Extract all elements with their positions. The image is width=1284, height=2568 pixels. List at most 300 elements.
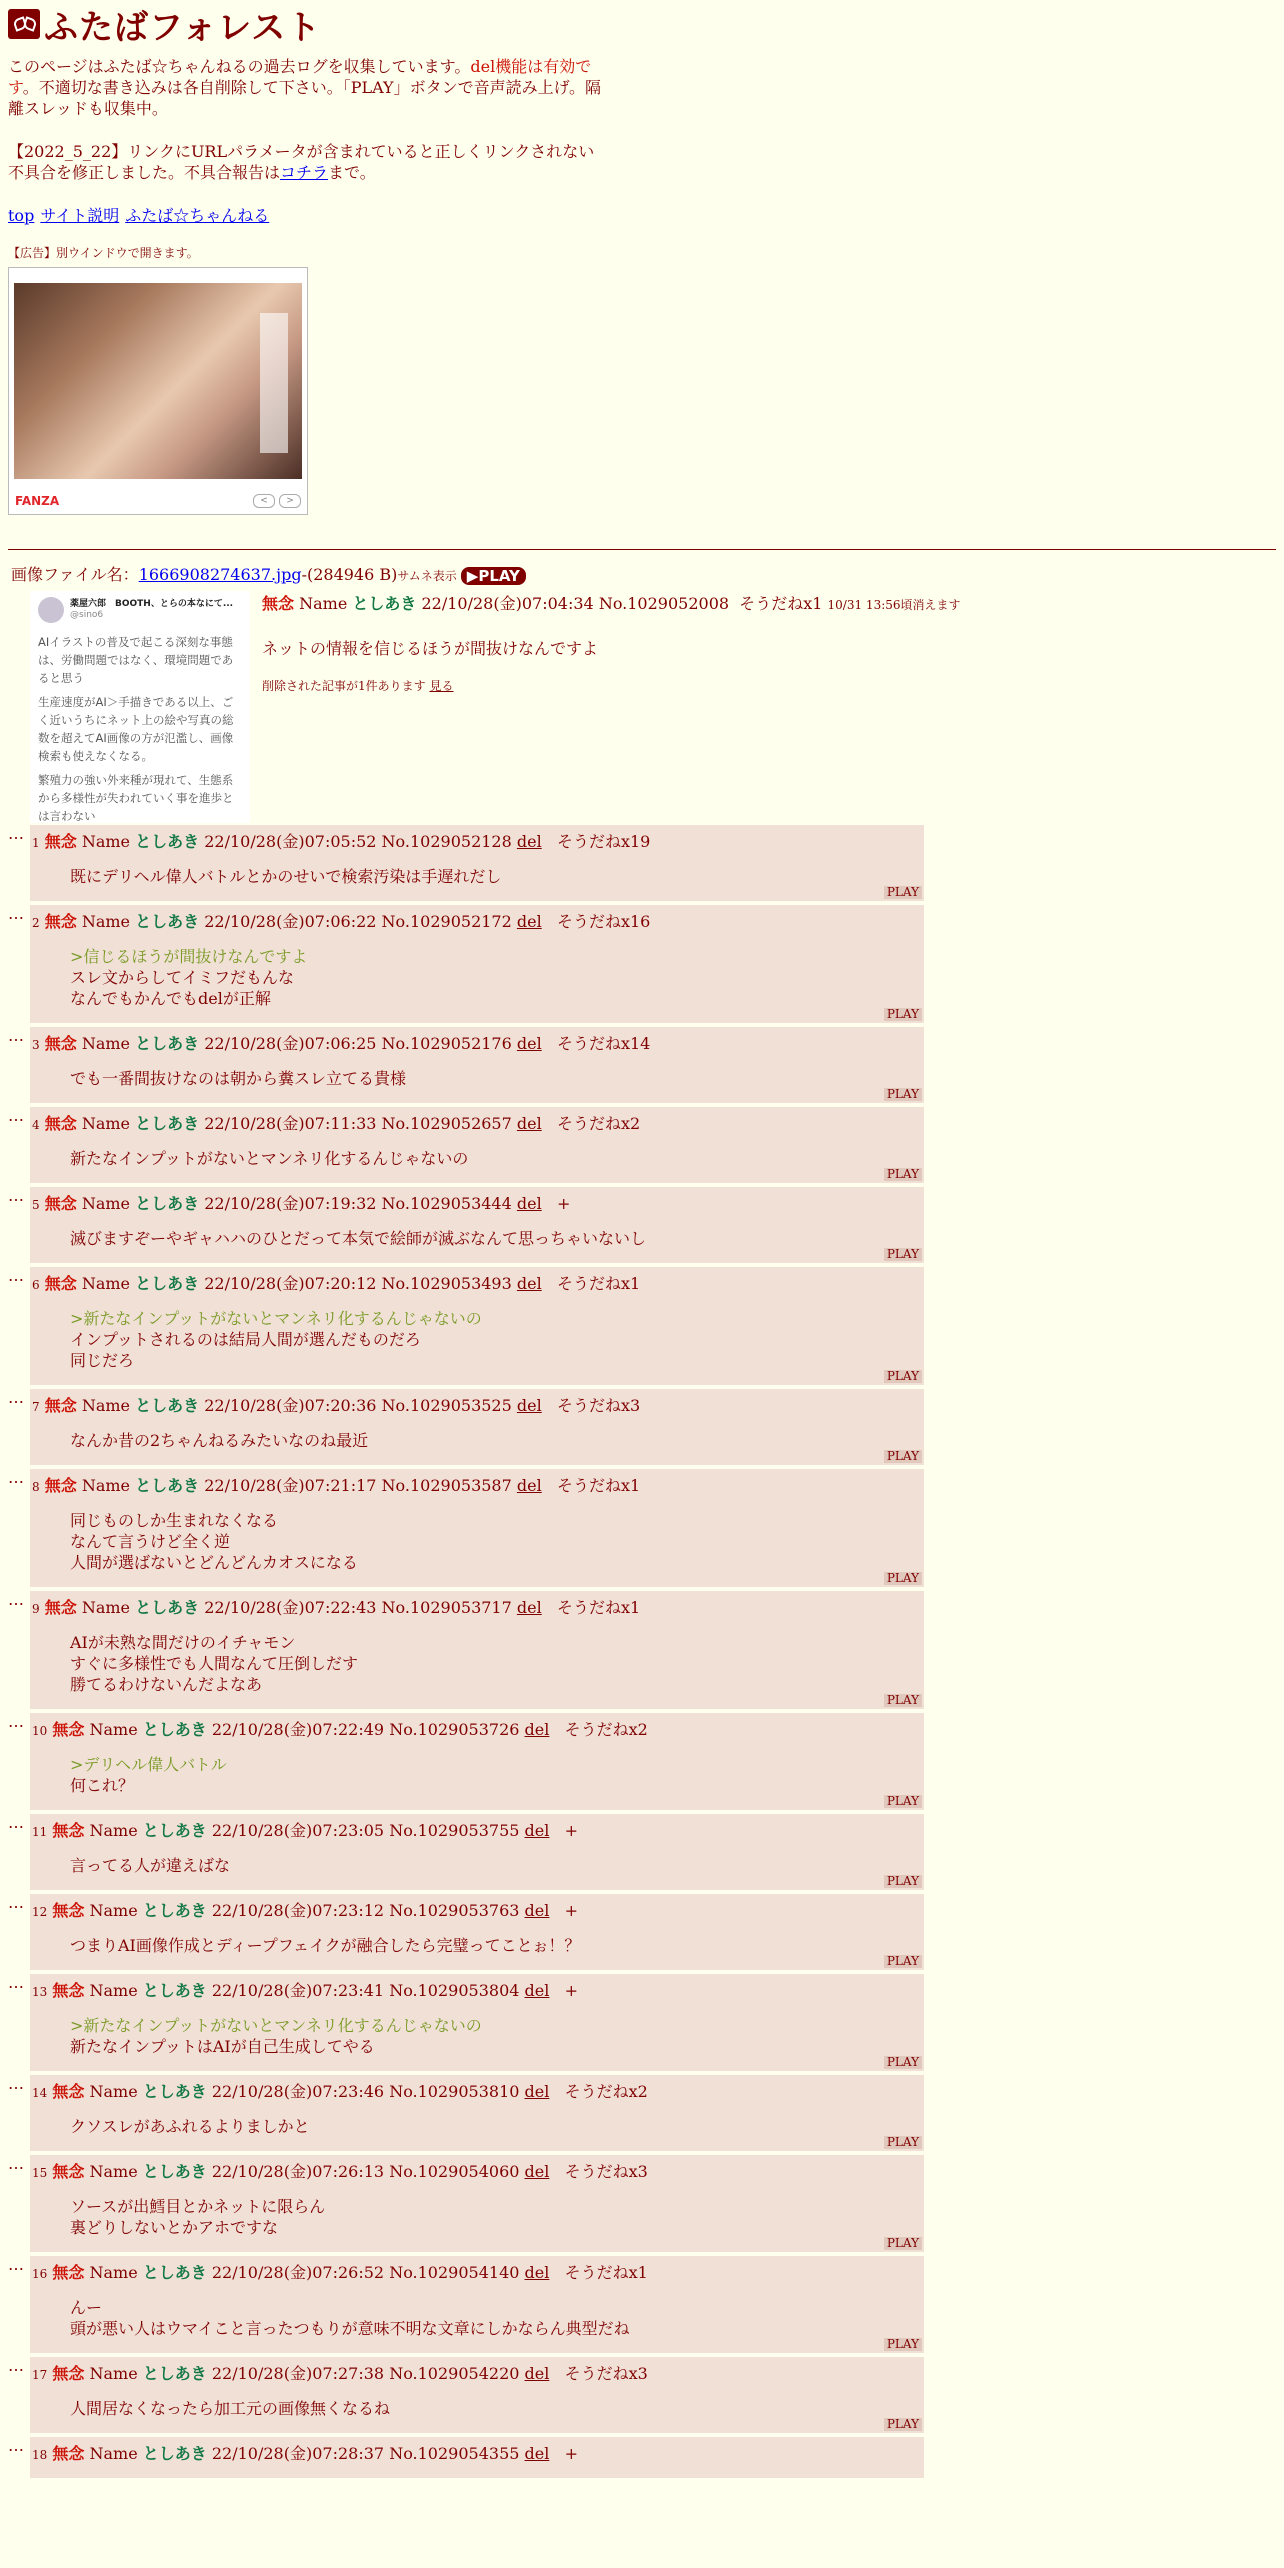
reply-play-button[interactable]: PLAY (884, 1370, 922, 1383)
reply-post-number[interactable]: No.1029053763 (389, 1901, 520, 1920)
reply-post-number[interactable]: No.1029054060 (389, 2162, 520, 2181)
reply-box (30, 1469, 924, 1587)
reply-soudane[interactable]: そうだねx1 (556, 1274, 641, 1293)
reply-index: 7 (32, 1400, 40, 1414)
reply-post-number[interactable]: No.1029052176 (381, 1034, 512, 1053)
reply-post (8, 1591, 1276, 1709)
reply-name: としあき (142, 2162, 207, 2181)
show-deleted-link[interactable]: 見る (429, 679, 454, 693)
reply-header (32, 829, 922, 852)
reply-datetime: 22/10/28(金)07:26:52 (211, 2263, 385, 2282)
reply-name: としあき (135, 1194, 200, 1213)
reply-subject: 無念 (52, 2082, 85, 2101)
reply-name-label: Name (81, 832, 131, 851)
reply-soudane[interactable]: そうだねx2 (556, 1114, 641, 1133)
reply-name-label: Name (81, 912, 131, 931)
text-line: クソスレがあふれるよりましかと (70, 2117, 310, 2136)
reply-post (8, 2155, 1276, 2252)
text-line: でも一番間抜けなのは朝から糞スレ立てる貴様 (70, 1069, 407, 1088)
site-header (8, 6, 1276, 48)
reply-name-label: Name (81, 1598, 131, 1617)
reply-body (70, 1068, 922, 1089)
reply-play-button[interactable]: PLAY (884, 2136, 922, 2149)
reply-body (70, 1935, 922, 1956)
reply-play-button[interactable]: PLAY (884, 1875, 922, 1888)
reply-body (70, 2196, 922, 2238)
reply-datetime: 22/10/28(金)07:06:22 (204, 912, 377, 931)
thumb-toggle[interactable]: サムネ表示 (397, 569, 457, 583)
reply-header (32, 1978, 922, 2001)
reply-datetime: 22/10/28(金)07:11:33 (204, 1114, 377, 1133)
reply-soudane[interactable]: そうだねx16 (556, 912, 651, 931)
reply-body (70, 2116, 922, 2137)
reply-play-button[interactable]: PLAY (884, 1572, 922, 1585)
reply-index: 15 (32, 2166, 48, 2180)
reply-subject: 無念 (44, 832, 77, 851)
reply-subject: 無念 (44, 1194, 77, 1213)
ad-next-button[interactable]: > (279, 494, 301, 508)
reply-post-number[interactable]: No.1029052128 (381, 832, 512, 851)
reply-post-number[interactable]: No.1029054355 (389, 2444, 520, 2463)
reply-box (30, 2357, 924, 2433)
reply-menu-dots[interactable]: … (8, 1186, 24, 1205)
text-line: つまりAI画像作成とディープフェイクが融合したら完璧ってことぉ！？ (70, 1936, 581, 1955)
reply-play-button[interactable]: PLAY (884, 1008, 922, 1021)
reply-del-link[interactable]: del (524, 2162, 550, 2181)
ad-image[interactable] (14, 283, 302, 479)
reply-body (70, 2398, 922, 2419)
reply-subject: 無念 (52, 1901, 85, 1920)
reply-play-button[interactable]: PLAY (884, 1168, 922, 1181)
reply-body (70, 2015, 922, 2057)
reply-box (30, 825, 924, 901)
reply-datetime: 22/10/28(金)07:23:41 (211, 1981, 385, 2000)
reply-post (8, 1814, 1276, 1890)
reply-datetime: 22/10/28(金)07:20:36 (204, 1396, 377, 1415)
reply-datetime: 22/10/28(金)07:23:12 (211, 1901, 385, 1920)
reply-play-button[interactable]: PLAY (884, 1955, 922, 1968)
reply-menu-dots[interactable]: … (8, 2436, 24, 2455)
reply-post-number[interactable]: No.1029054140 (389, 2263, 520, 2282)
reply-header (32, 2159, 922, 2182)
reply-menu-dots[interactable]: … (8, 1973, 24, 1992)
reply-name: としあき (135, 1114, 200, 1133)
reply-name-label: Name (89, 2162, 138, 2181)
reply-play-button[interactable]: PLAY (884, 2338, 922, 2351)
quote-line: >信じるほうが間抜けなんですよ (70, 947, 308, 966)
reply-datetime: 22/10/28(金)07:05:52 (204, 832, 377, 851)
reply-name: としあき (142, 1901, 207, 1920)
reply-body (70, 1308, 922, 1371)
text-line: んー (70, 2298, 103, 2317)
reply-index: 18 (32, 2448, 48, 2462)
reply-play-button[interactable]: PLAY (884, 1088, 922, 1101)
reply-subject: 無念 (52, 1981, 85, 2000)
reply-post-number[interactable]: No.1029053755 (389, 1821, 520, 1840)
futaba-leaf-icon[interactable] (8, 9, 40, 39)
reply-name: としあき (135, 1274, 200, 1293)
reply-post-number[interactable]: No.1029053810 (389, 2082, 520, 2101)
reply-post-number[interactable]: No.1029053493 (381, 1274, 512, 1293)
op-body-text: ネットの情報を信じるほうが間抜けなんですよ (262, 639, 599, 658)
deleted-note: 削除された記事が1件あります 見る (262, 679, 454, 693)
text-line: 新たなインプットはAIが自己生成してやる (70, 2037, 375, 2056)
reply-index: 10 (32, 1724, 48, 1738)
reply-post (8, 1389, 1276, 1465)
avatar (38, 597, 64, 623)
reply-menu-dots[interactable]: … (8, 2154, 24, 2173)
reply-menu-dots[interactable]: … (8, 1106, 24, 1125)
reply-play-button[interactable]: PLAY (884, 2418, 922, 2431)
reply-soudane[interactable]: そうだねx2 (564, 1720, 648, 1739)
reply-index: 3 (32, 1038, 40, 1052)
reply-play-button[interactable]: PLAY (884, 886, 922, 899)
reply-header (32, 2441, 922, 2464)
reply-post (8, 1713, 1276, 1810)
reply-soudane[interactable]: + (556, 1194, 571, 1213)
reply-post (8, 1894, 1276, 1970)
reply-subject: 無念 (52, 2263, 85, 2282)
text-line: なんて言うけど全く逆 (70, 1532, 231, 1551)
reply-del-link[interactable]: del (516, 1396, 542, 1415)
reply-menu-dots[interactable]: … (8, 904, 24, 923)
text-line: 同じものしか生まれなくなる (70, 1511, 279, 1530)
reply-name-label: Name (89, 1981, 138, 2000)
reply-name: としあき (142, 2263, 207, 2282)
reply-name: としあき (142, 2444, 207, 2463)
op-play-button[interactable]: ▶PLAY (461, 567, 526, 585)
reply-header (32, 1191, 922, 1214)
reply-post-number[interactable]: No.1029052172 (381, 912, 512, 931)
reply-del-link[interactable]: del (524, 2263, 550, 2282)
quote-line: >新たなインプットがないとマンネリ化するんじゃないの (70, 2016, 482, 2035)
reply-list (8, 825, 1276, 2478)
reply-index: 5 (32, 1198, 40, 1212)
reply-index: 4 (32, 1118, 40, 1132)
text-line: 何これ？ (70, 1776, 135, 1795)
op-header: 無念 Name としあき 22/10/28(金)07:04:34 No.1029052008 そうだねx1 10/31 13:56頃消えます (262, 594, 961, 613)
reply-play-button[interactable]: PLAY (884, 1694, 922, 1707)
reply-soudane[interactable]: そうだねx3 (564, 2364, 648, 2383)
reply-name: としあき (135, 1476, 200, 1495)
ad-prev-button[interactable]: < (253, 494, 275, 508)
text-line: インプットされるのは結局人間が選んだものだろ (70, 1330, 421, 1349)
reply-del-link[interactable]: del (516, 1476, 542, 1495)
reply-name: としあき (142, 1821, 207, 1840)
expire-note: 10/31 13:56頃消えます (827, 598, 961, 612)
reply-datetime: 22/10/28(金)07:21:17 (204, 1476, 377, 1495)
text-line: スレ文からしてイミフだもんな (70, 968, 295, 987)
reply-post-number[interactable]: No.1029053717 (381, 1598, 512, 1617)
ad-brand-logo: FANZA (15, 494, 60, 508)
reply-menu-dots[interactable]: … (8, 1388, 24, 1407)
reply-name: としあき (135, 1598, 200, 1617)
text-line: 既にデリヘル偉人バトルとかのせいで検索汚染は手遅れだし (70, 867, 502, 886)
reply-menu-dots[interactable]: … (8, 1468, 24, 1487)
text-line: なんか昔の2ちゃんねるみたいなのね最近 (70, 1431, 369, 1450)
op-post (8, 591, 1276, 823)
quote-line: >新たなインプットがないとマンネリ化するんじゃないの (70, 1309, 482, 1328)
reply-post (8, 2437, 1276, 2478)
reply-name: としあき (142, 1981, 207, 2000)
reply-name: としあき (142, 2082, 207, 2101)
text-line: ソースが出鱈目とかネットに限らん (70, 2197, 326, 2216)
reply-header (32, 1717, 922, 1740)
reply-box (30, 1894, 924, 1970)
reply-name-label: Name (89, 2444, 138, 2463)
reply-name: としあき (135, 912, 200, 931)
reply-play-button[interactable]: PLAY (884, 2056, 922, 2069)
reply-play-button[interactable]: PLAY (884, 2237, 922, 2250)
reply-box (30, 1187, 924, 1263)
reply-header (32, 1595, 922, 1618)
reply-header (32, 1271, 922, 1294)
reply-datetime: 22/10/28(金)07:23:05 (211, 1821, 385, 1840)
reply-box (30, 2437, 924, 2478)
reply-header (32, 1818, 922, 1841)
reply-del-link[interactable]: del (516, 1114, 542, 1133)
reply-subject: 無念 (52, 1720, 85, 1739)
reply-index: 12 (32, 1905, 48, 1919)
reply-datetime: 22/10/28(金)07:06:25 (204, 1034, 377, 1053)
text-line: なんでもかんでもdelが正解 (70, 989, 271, 1008)
reply-del-link[interactable]: del (524, 1901, 550, 1920)
reply-post (8, 1027, 1276, 1103)
reply-name-label: Name (81, 1034, 131, 1053)
del-enabled-text: del機能は有効です (8, 57, 592, 97)
reply-del-link[interactable]: del (524, 2082, 550, 2101)
reply-name: としあき (142, 1720, 207, 1739)
op-soudane[interactable]: そうだねx1 (739, 594, 823, 613)
reply-header (32, 1031, 922, 1054)
reply-post-number[interactable]: No.1029053444 (381, 1194, 512, 1213)
text-line: すぐに多様性でも人間なんて圧倒しだす (70, 1654, 359, 1673)
reply-del-link[interactable]: del (516, 1034, 542, 1053)
reply-name-label: Name (81, 1476, 131, 1495)
text-line: 勝てるわけないんだよなあ (70, 1675, 263, 1694)
reply-index: 13 (32, 1985, 48, 1999)
image-file-link[interactable]: 1666908274637.jpg (138, 565, 302, 584)
reply-name-label: Name (89, 2082, 138, 2101)
reply-subject: 無念 (52, 2444, 85, 2463)
reply-box (30, 2155, 924, 2252)
reply-soudane[interactable]: + (564, 1901, 579, 1920)
reply-index: 2 (32, 916, 40, 930)
reply-soudane[interactable]: そうだねx1 (556, 1476, 641, 1495)
reply-soudane[interactable]: そうだねx14 (556, 1034, 651, 1053)
reply-index: 14 (32, 2086, 48, 2100)
reply-box (30, 905, 924, 1023)
reply-datetime: 22/10/28(金)07:19:32 (204, 1194, 377, 1213)
reply-name-label: Name (81, 1274, 131, 1293)
reply-index: 8 (32, 1480, 40, 1494)
reply-name-label: Name (89, 1821, 138, 1840)
reply-header (32, 2079, 922, 2102)
reply-post (8, 825, 1276, 901)
reply-menu-dots[interactable]: … (8, 824, 24, 843)
reply-soudane[interactable]: + (564, 1981, 579, 2000)
reply-header (32, 2260, 922, 2283)
reply-menu-dots[interactable]: … (8, 2356, 24, 2375)
reply-subject: 無念 (44, 1396, 77, 1415)
reply-post (8, 1469, 1276, 1587)
quote-line: >デリヘル偉人バトル (70, 1755, 227, 1774)
reply-menu-dots[interactable]: … (8, 2255, 24, 2274)
reply-del-link[interactable]: del (524, 1821, 550, 1840)
reply-name-label: Name (81, 1194, 131, 1213)
reply-index: 1 (32, 836, 40, 850)
reply-header (32, 1111, 922, 1134)
text-line: AIが未熟な間だけのイチャモン (70, 1633, 296, 1652)
reply-post-number[interactable]: No.1029052657 (381, 1114, 512, 1133)
reply-subject: 無念 (44, 1114, 77, 1133)
reply-name-label: Name (81, 1396, 131, 1415)
reply-soudane[interactable]: そうだねx3 (556, 1396, 641, 1415)
report-link[interactable]: コチラ (280, 163, 329, 182)
reply-box (30, 1389, 924, 1465)
reply-play-button[interactable]: PLAY (884, 1248, 922, 1261)
reply-index: 17 (32, 2368, 48, 2382)
reply-play-button[interactable]: PLAY (884, 1450, 922, 1463)
reply-del-link[interactable]: del (516, 1194, 542, 1213)
reply-soudane[interactable]: そうだねx1 (556, 1598, 641, 1617)
reply-body (70, 1855, 922, 1876)
reply-box (30, 1027, 924, 1103)
reply-post-number[interactable]: No.1029053804 (389, 1981, 520, 2000)
reply-body (70, 2297, 922, 2339)
reply-post (8, 1187, 1276, 1263)
reply-subject: 無念 (52, 2364, 85, 2383)
reply-play-button[interactable]: PLAY (884, 1795, 922, 1808)
reply-datetime: 22/10/28(金)07:22:43 (204, 1598, 377, 1617)
ad-banner[interactable] (8, 267, 308, 515)
reply-del-link[interactable]: del (516, 832, 542, 851)
reply-name: としあき (135, 1396, 200, 1415)
reply-index: 9 (32, 1602, 40, 1616)
reply-del-link[interactable]: del (524, 2444, 550, 2463)
reply-subject: 無念 (44, 1034, 77, 1053)
reply-subject: 無念 (44, 1598, 77, 1617)
reply-body (70, 866, 922, 887)
reply-body (70, 1228, 922, 1249)
nav-links (8, 205, 1276, 226)
site-title[interactable]: ふたばフォレスト (44, 7, 322, 48)
reply-datetime: 22/10/28(金)07:22:49 (211, 1720, 385, 1739)
reply-del-link[interactable]: del (516, 912, 542, 931)
text-line: 滅びますぞーやギャハハのひとだって本気で絵師が滅ぶなんて思っちゃいないし (70, 1229, 647, 1248)
text-line: 同じだろ (70, 1351, 135, 1370)
reply-post (8, 2075, 1276, 2151)
reply-soudane[interactable]: + (564, 1821, 579, 1840)
reply-body (70, 1510, 922, 1573)
reply-datetime: 22/10/28(金)07:28:37 (211, 2444, 385, 2463)
reply-datetime: 22/10/28(金)07:26:13 (211, 2162, 385, 2181)
reply-post-number[interactable]: No.1029053525 (381, 1396, 512, 1415)
divider (8, 549, 1276, 550)
reply-header (32, 2361, 922, 2384)
nav-top-link[interactable]: top (8, 206, 35, 225)
reply-post-number[interactable]: No.1029053587 (381, 1476, 512, 1495)
reply-name-label: Name (89, 1720, 138, 1739)
reply-post (8, 905, 1276, 1023)
reply-soudane[interactable]: そうだねx1 (564, 2263, 648, 2282)
reply-post (8, 1107, 1276, 1183)
reply-menu-dots[interactable]: … (8, 1026, 24, 1045)
intro-text: このページはふたば☆ちゃんねるの過去ログを収集しています。del機能は有効です。不適切な書き込みは各自削除して下さい。「PLAY」ボタンで音声読み上げ。隔離スレッドも収集中。 (8, 57, 601, 118)
reply-subject: 無念 (44, 1274, 77, 1293)
reply-box (30, 1591, 924, 1709)
reply-menu-dots[interactable]: … (8, 1590, 24, 1609)
text-line: 新たなインプットがないとマンネリ化するんじゃないの (70, 1149, 469, 1168)
text-line: 頭が悪い人はウマイこと言ったつもりが意味不明な文章にしかならん典型だね (70, 2319, 630, 2338)
reply-soudane[interactable]: そうだねx19 (556, 832, 651, 851)
reply-soudane[interactable]: そうだねx3 (564, 2162, 648, 2181)
reply-name-label: Name (81, 1114, 131, 1133)
reply-box (30, 1267, 924, 1385)
reply-del-link[interactable]: del (524, 2364, 550, 2383)
notice-text: 【2022_5_22】リンクにURLパラメータが含まれていると正しくリンクされない不具合を修正しました。不具合報告はコチラまで。 (8, 142, 595, 182)
reply-menu-dots[interactable]: … (8, 1813, 24, 1832)
reply-del-link[interactable]: del (516, 1598, 542, 1617)
reply-post-number[interactable]: No.1029053726 (389, 1720, 520, 1739)
reply-del-link[interactable]: del (524, 1720, 550, 1739)
reply-box (30, 1107, 924, 1183)
reply-post-number[interactable]: No.1029054220 (389, 2364, 520, 2383)
reply-header (32, 909, 922, 932)
reply-box (30, 2256, 924, 2353)
reply-subject: 無念 (44, 1476, 77, 1495)
reply-name: としあき (142, 2364, 207, 2383)
reply-post (8, 2256, 1276, 2353)
reply-body (70, 1632, 922, 1695)
nav-about-link[interactable]: サイト説明 (40, 206, 120, 225)
reply-box (30, 1713, 924, 1810)
ad-note: 【広告】別ウインドウで開きます。 (8, 246, 199, 260)
reply-datetime: 22/10/28(金)07:23:46 (211, 2082, 385, 2101)
file-info: 画像ファイル名：1666908274637.jpg-(284946 B)サムネ表示 ▶PLAY (11, 562, 1276, 585)
reply-name: としあき (135, 1034, 200, 1053)
op-thumbnail[interactable]: 薬屋六郎 BOOTH、とらの本なにて... @sino6 AIイラストの普及で起こる深刻な事態は、労働問題ではなく、環境問題であると思う 生産速度がAI＞手描きである以上、ごく近いうちにネット上の絵や写真の総数を超えてAI画像の方が氾濫し、画像検索も使えなくなる。 繁殖力の強い外来種が現れて、生態系から多様性が失われていく事を進歩とは言わない (30, 591, 250, 823)
reply-subject: 無念 (44, 912, 77, 931)
reply-datetime: 22/10/28(金)07:20:12 (204, 1274, 377, 1293)
reply-post (8, 1974, 1276, 2071)
reply-del-link[interactable]: del (524, 1981, 550, 2000)
reply-subject: 無念 (52, 1821, 85, 1840)
reply-index: 6 (32, 1278, 40, 1292)
reply-name-label: Name (89, 1901, 138, 1920)
reply-header (32, 1898, 922, 1921)
text-line: 裏どりしないとかアホですな (70, 2218, 279, 2237)
reply-menu-dots[interactable]: … (8, 1893, 24, 1912)
text-line: 人間が選ばないとどんどんカオスになる (70, 1553, 358, 1572)
reply-name-label: Name (89, 2364, 138, 2383)
op-post-number[interactable]: No.1029052008 (598, 594, 730, 613)
reply-box (30, 1974, 924, 2071)
reply-menu-dots[interactable]: … (8, 1712, 24, 1731)
reply-soudane[interactable]: そうだねx2 (564, 2082, 648, 2101)
reply-header (32, 1393, 922, 1416)
reply-menu-dots[interactable]: … (8, 1266, 24, 1285)
reply-del-link[interactable]: del (516, 1274, 542, 1293)
reply-soudane[interactable]: + (564, 2444, 579, 2463)
reply-body (70, 1148, 922, 1169)
reply-header (32, 1473, 922, 1496)
reply-menu-dots[interactable]: … (8, 2074, 24, 2093)
reply-datetime: 22/10/28(金)07:27:38 (211, 2364, 385, 2383)
reply-body (70, 1754, 922, 1796)
reply-box (30, 1814, 924, 1890)
nav-futaba-link[interactable]: ふたば☆ちゃんねる (125, 206, 270, 225)
